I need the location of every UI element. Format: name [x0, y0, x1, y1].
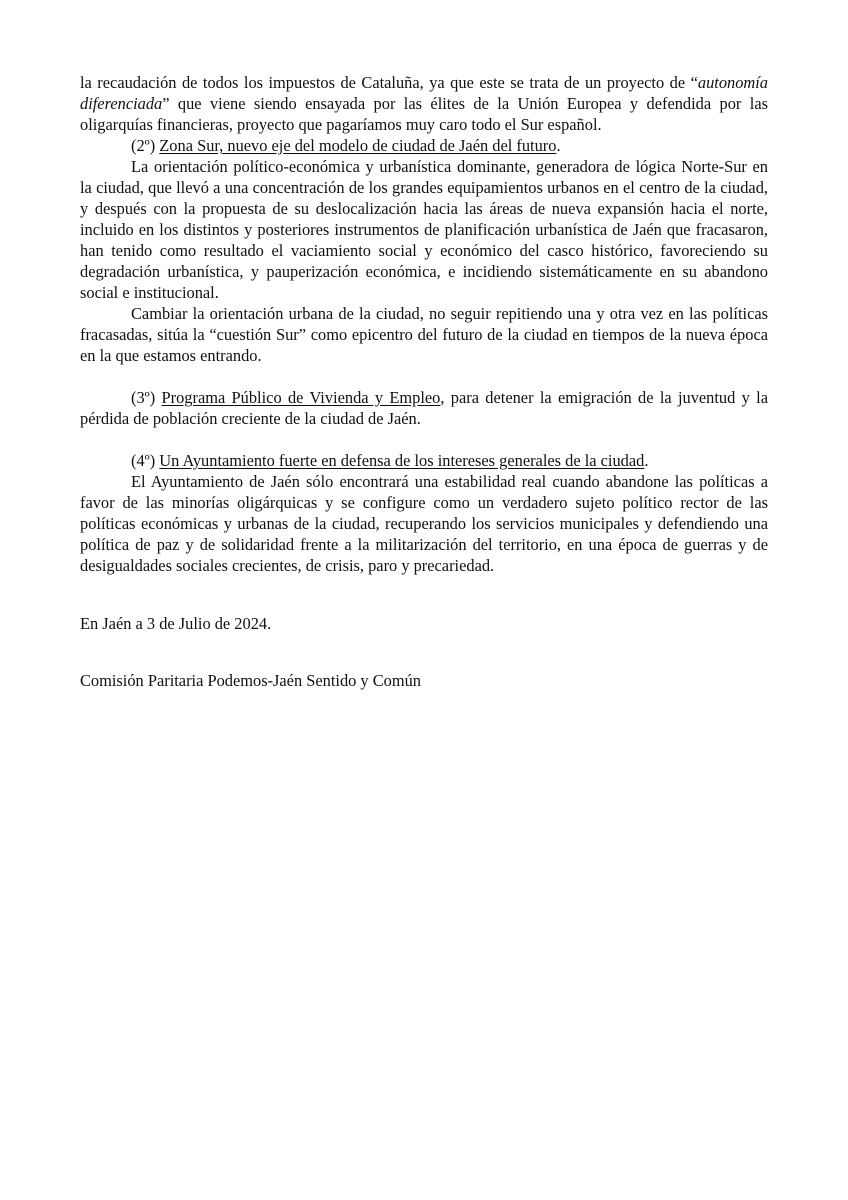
point-2-end: .	[556, 136, 561, 155]
point-2-paragraph-b: Cambiar la orientación urbana de la ciudad, no seguir repitiendo una y otra vez en las políticas fracasadas, sitúa la “cuestión Sur” como epicentro del futuro de la ciudad en tiempos de la nueva época en la que estamos entrando.	[80, 304, 768, 365]
intro-text-a: la recaudación de todos los impuestos de Cataluña, ya que este se trata de un proyecto de “	[80, 73, 698, 92]
point-4-end: .	[644, 451, 649, 470]
point-2-number: (2º)	[131, 136, 160, 155]
point-4-title: Un Ayuntamiento fuerte en defensa de los intereses generales de la ciudad	[159, 451, 645, 470]
document-page	[80, 72, 768, 691]
intro-paragraph	[80, 72, 768, 135]
point-2-paragraph-a: La orientación político-económica y urbanística dominante, generadora de lógica Norte-Sur en la ciudad, que llevó a una concentración de los grandes equipamientos urbanos en el centro de la ciudad, y después con la propuesta de su deslocalización hacia las áreas de nueva expansión hacia el norte, incluido en los distintos y posteriores instrumentos de planificación urbanística de Jaén que fracasaron, han tenido como resultado el vaciamiento social y económico del casco histórico, favoreciendo su degradación urbanística, y pauperización económica, e incidiendo sistemáticamente en su abandono social e institucional.	[80, 157, 768, 302]
signature-line: Comisión Paritaria Podemos-Jaén Sentido y Común	[80, 671, 421, 690]
point-3-title: Programa Público de Vivienda y Empleo	[161, 388, 441, 407]
point-3-paragraph	[80, 387, 768, 429]
point-2-title: Zona Sur, nuevo eje del modelo de ciudad de Jaén del futuro	[159, 136, 557, 155]
date-line: En Jaén a 3 de Julio de 2024.	[80, 614, 272, 633]
point-4-paragraph: El Ayuntamiento de Jaén sólo encontrará una estabilidad real cuando abandone las políticas a favor de las minorías oligárquicas y se configure como un verdadero sujeto político rector de las políticas económicas y urbanas de la ciudad, recuperando los servicios municipales y defendiendo una política de paz y de solidaridad frente a la militarización del territorio, en una época de guerras y de desigualdades sociales crecientes, de crisis, paro y precariedad.	[80, 472, 768, 575]
point-2-heading	[80, 135, 768, 156]
point-4-heading	[80, 450, 768, 471]
point-3-number: (3º)	[131, 388, 162, 407]
intro-text-b: ” que viene siendo ensayada por las élites de la Unión Europea y defendida por las oligarquías financieras, proyecto que pagaríamos muy caro todo el Sur español.	[80, 94, 768, 134]
intro-italic-term: autonomía diferenciada	[80, 73, 768, 113]
point-3-rest: , para detener la emigración de la juventud y la pérdida de población creciente de la ciudad de Jaén.	[80, 388, 768, 428]
point-4-number: (4º)	[131, 451, 160, 470]
